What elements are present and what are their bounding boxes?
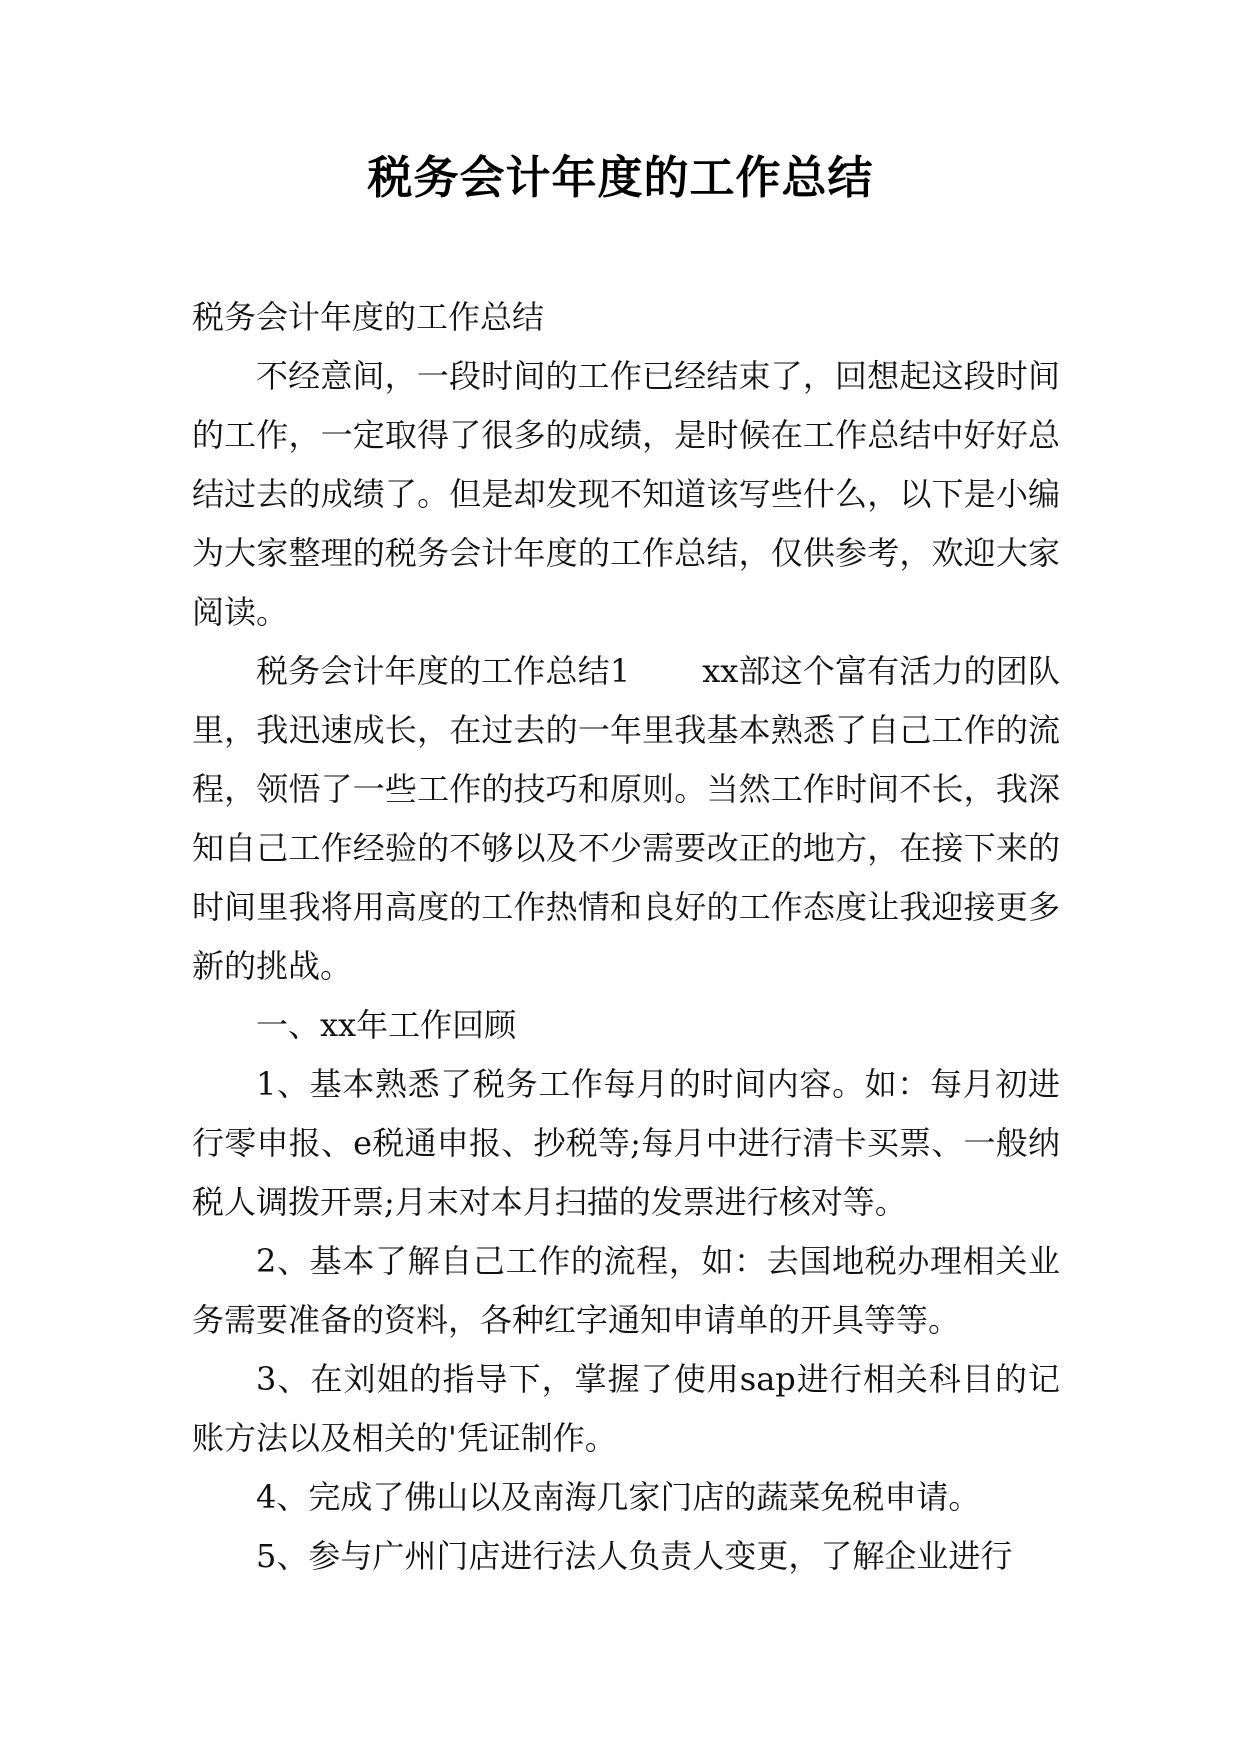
summary-heading: 税务会计年度的工作总结1 — [256, 652, 631, 690]
summary-text: xx部这个富有活力的团队里，我迅速成长，在过去的一年里我基本熟悉了自己工作的流程，领悟了一些工作的技巧和原则。当然工作时间不长，我深知自己工作经验的不够以及不少需要改正的地方，在接下来的时间里我将用高度的工作热情和良好的工作态度让我迎接更多新的挑战。 — [192, 652, 1060, 985]
paragraph-summary-1 — [192, 642, 1060, 996]
paragraph-subtitle: 税务会计年度的工作总结 — [192, 298, 545, 336]
document-body — [192, 288, 1060, 1586]
document-title: 税务会计年度的工作总结 — [367, 151, 874, 204]
list-item: 3、在刘姐的指导下，掌握了使用sap进行相关科目的记账方法以及相关的'凭证制作。 — [192, 1360, 1060, 1457]
list-item: 2、基本了解自己工作的流程，如：去国地税办理相关业务需要准备的资料，各种红字通知申请单的开具等等。 — [192, 1242, 1060, 1339]
list-item: 4、完成了佛山以及南海几家门店的蔬菜免税申请。 — [256, 1478, 981, 1516]
paragraph-intro: 不经意间，一段时间的工作已经结束了，回想起这段时间的工作，一定取得了很多的成绩，是时候在工作总结中好好总结过去的成绩了。但是却发现不知道该写些什么，以下是小编为大家整理的税务会计年度的工作总结，仅供参考，欢迎大家阅读。 — [192, 357, 1060, 631]
section-heading-review: 一、xx年工作回顾 — [256, 1006, 517, 1044]
list-item: 5、参与广州门店进行法人负责人变更，了解企业进行 — [256, 1537, 1013, 1575]
list-item: 1、基本熟悉了税务工作每月的时间内容。如：每月初进行零申报、e税通申报、抄税等;每月中进行清卡买票、一般纳税人调拨开票;月末对本月扫描的发票进行核对等。 — [192, 1065, 1060, 1221]
